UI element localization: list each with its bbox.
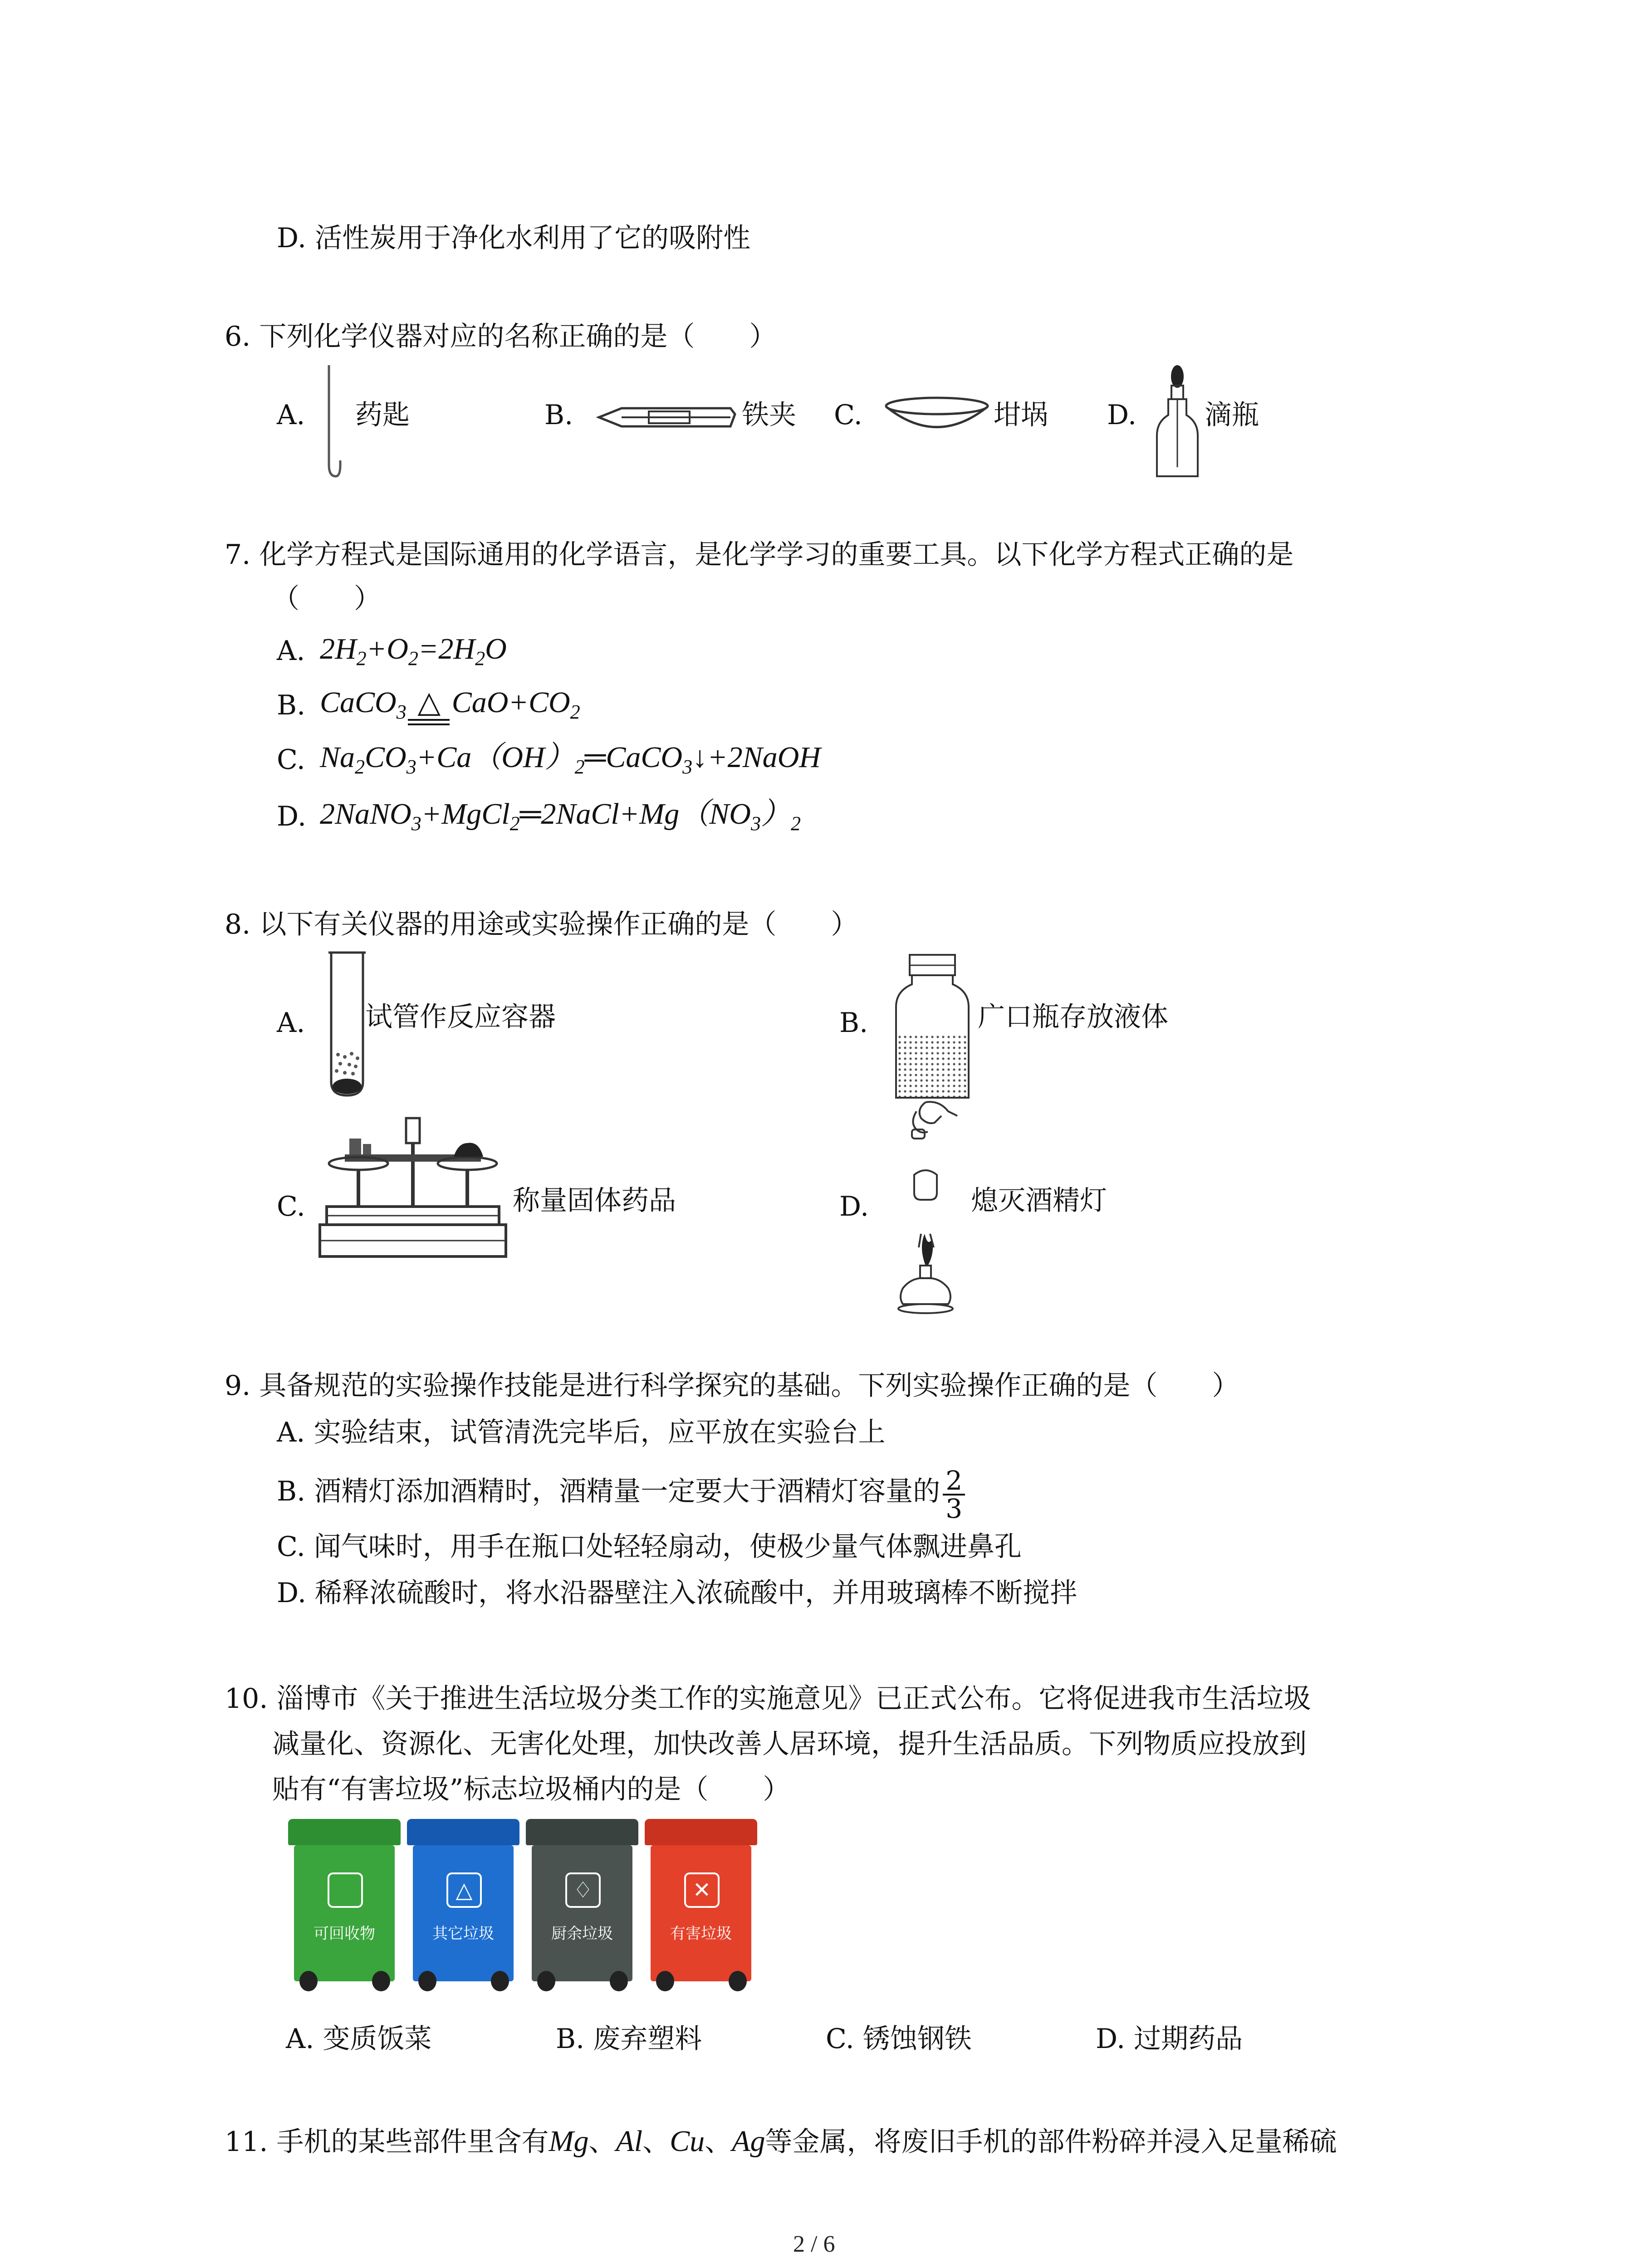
q7-a-letter: A. — [277, 635, 305, 667]
balance-image — [318, 1111, 508, 1261]
q6-b-letter: B. — [544, 399, 573, 431]
q10-stem-line2: 减量化、资源化、无害化处理，加快改善人居环境，提升生活品质。下列物质应投放到 — [272, 1728, 1307, 1760]
q7-d-letter: D. — [277, 801, 307, 832]
bin-label-recyclable: 可回收物 — [314, 1925, 375, 1943]
q7-b-equation: CaCO$_3$ △ $CaO+CO_2$ — [320, 686, 580, 723]
q7-a-equation: $2H_2+O_2=2H_2O$ — [320, 632, 507, 670]
q8-d-letter: D. — [839, 1191, 869, 1222]
clip-image — [594, 401, 740, 433]
alcohol-lamp-image — [885, 1098, 966, 1315]
heat-condition: △ — [417, 686, 441, 719]
q8-c-label: 称量固体药品 — [513, 1185, 676, 1217]
bin-label-hazardous: 有害垃圾 — [670, 1925, 732, 1943]
test-tube-image — [327, 950, 367, 1100]
q10-option-d: D. 过期药品 — [1096, 2023, 1243, 2055]
q9-option-c: C. 闻气味时，用手在瓶口处轻轻扇动，使极少量气体飘进鼻孔 — [277, 1531, 1022, 1563]
q5-option-d: D. 活性炭用于净化水利用了它的吸附性 — [277, 222, 751, 254]
q7-c-letter: C. — [277, 744, 305, 776]
spoon-image — [318, 363, 349, 481]
q7-c-equation: $Na_2CO_3+Ca(OH)_2═CaCO_3↓+2NaOH$ — [320, 741, 821, 778]
q7-stem-paren: （ ） — [272, 583, 381, 615]
q10-option-c: C. 锈蚀钢铁 — [826, 2023, 972, 2055]
q8-c-letter: C. — [277, 1191, 305, 1222]
dropper-bottle-image — [1152, 363, 1202, 481]
q6-c-label: 坩埚 — [994, 399, 1048, 431]
q9-option-a: A. 实验结束，试管清洗完毕后，应平放在实验台上 — [277, 1417, 886, 1448]
q8-stem: 8. 以下有关仪器的用途或实验操作正确的是（ ） — [225, 909, 858, 940]
q6-d-letter: D. — [1107, 399, 1137, 431]
two-thirds-fraction: $\frac{2}{3}$ — [943, 1467, 965, 1522]
q6-c-letter: C. — [834, 399, 862, 431]
q7-d-equation: $2NaNO_3+MgCl_2═2NaCl+Mg(NO_3)_2$ — [320, 797, 801, 835]
q6-a-label: 药匙 — [355, 399, 410, 431]
q8-d-label: 熄灭酒精灯 — [971, 1185, 1107, 1217]
q7-b-letter: B. — [277, 689, 306, 721]
bin-recyclable — [286, 1819, 403, 1991]
q8-a-label: 试管作反应容器 — [365, 1001, 556, 1033]
wide-mouth-bottle-image — [892, 953, 973, 1102]
q8-b-label: 广口瓶存放液体 — [978, 1001, 1168, 1033]
q8-a-letter: A. — [277, 1007, 305, 1039]
bin-other: △ 其它垃圾 — [405, 1819, 522, 1991]
q10-option-b: B. 废弃塑料 — [556, 2023, 702, 2055]
dish-image — [882, 395, 991, 440]
q9-option-b: B. 酒精灯添加酒精时，酒精量一定要大于酒精灯容量的 $\frac{2}{3}$ — [277, 1467, 965, 1522]
q6-a-letter: A. — [277, 399, 305, 431]
q10-option-a: A. 变质饭菜 — [286, 2023, 432, 2055]
q7-stem: 7. 化学方程式是国际通用的化学语言，是化学学习的重要工具。以下化学方程式正确的是 — [225, 539, 1294, 571]
q11-stem: 11. 手机的某些部件里含有Mg、Al、Cu、Ag等金属，将废旧手机的部件粉碎并浸入足量稀硫 — [225, 2125, 1337, 2158]
q8-b-letter: B. — [839, 1007, 868, 1039]
bin-label-kitchen: 厨余垃圾 — [551, 1925, 613, 1943]
q9-stem: 9. 具备规范的实验操作技能是进行科学探究的基础。下列实验操作正确的是（ ） — [225, 1370, 1239, 1402]
q6-b-label: 铁夹 — [742, 399, 796, 431]
page-number: 2 / 6 — [793, 2231, 835, 2257]
q10-stem-line3: 贴有“有害垃圾”标志垃圾桶内的是（ ） — [272, 1774, 790, 1805]
q7-b-double-line — [406, 718, 451, 727]
bin-kitchen: ♢ 厨余垃圾 — [524, 1819, 641, 1991]
bin-label-other: 其它垃圾 — [432, 1925, 494, 1943]
bin-hazardous: ✕ 有害垃圾 — [642, 1819, 759, 1991]
q10-stem-line1: 10. 淄博市《关于推进生活垃圾分类工作的实施意见》已正式公布。它将促进我市生活垃圾 — [225, 1683, 1311, 1715]
q6-stem: 6. 下列化学仪器对应的名称正确的是（ ） — [225, 321, 777, 352]
trash-bins-image — [286, 1819, 762, 1991]
q6-d-label: 滴瓶 — [1205, 399, 1259, 431]
q9-option-d: D. 稀释浓硫酸时，将水沿器壁注入浓硫酸中，并用玻璃棒不断搅拌 — [277, 1577, 1078, 1609]
